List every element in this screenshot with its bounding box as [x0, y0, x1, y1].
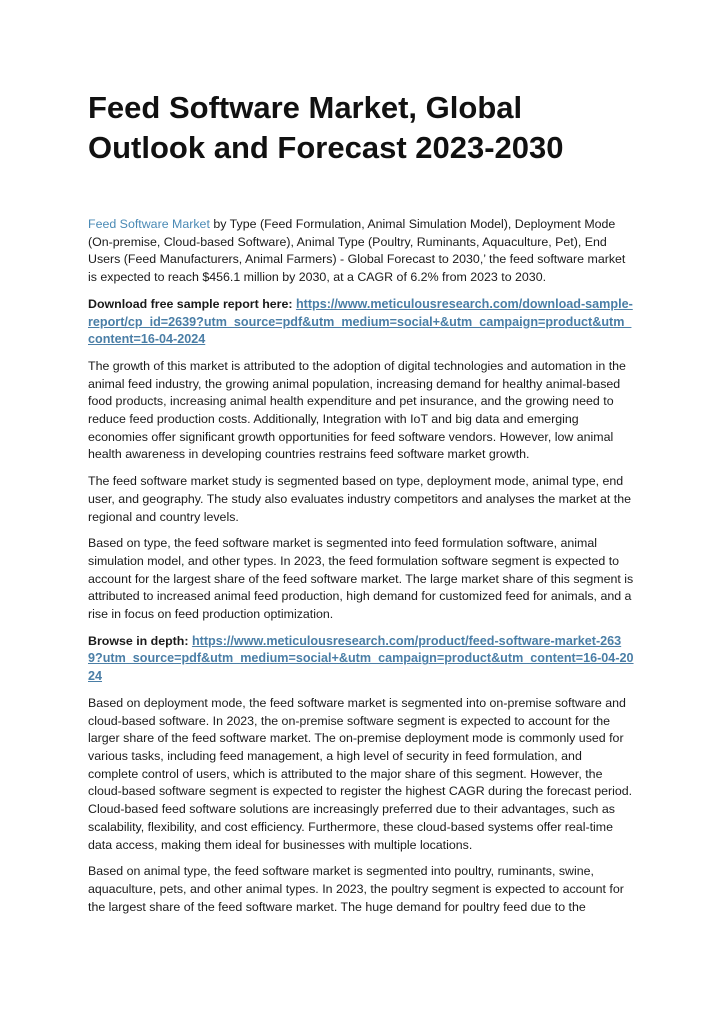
browse-in-depth-link[interactable]: https://www.meticulousresearch.com/product/feed-software-market-2639?utm_source=pdf&utm_medium=social+&utm_campaign=product&utm_content=16-04-2024 [88, 633, 634, 684]
feed-software-market-link[interactable]: Feed Software Market [88, 217, 210, 231]
type-paragraph: Based on type, the feed software market is segmented into feed formulation software, animal simulation model, and other types. In 2023, the feed formulation software segment is expected to account for the largest share of the feed software market. The large market share of this segment is attributed to increased animal feed production, high demand for customized feed for animals, and a rise in focus on feed production optimization. [88, 536, 634, 622]
growth-paragraph: The growth of this market is attributed to the adoption of digital technologies and automation in the animal feed industry, the growing animal population, increasing demand for healthy animal-based food products, increasing animal health expenditure and pet insurance, and the growing need to reduce feed production costs. Additionally, Integration with IoT and big data and emerging economies offer significant growth opportunities for feed software vendors. However, low animal health awareness in developing countries restrains feed software market growth. [88, 358, 626, 462]
download-label: Download free sample report here: [88, 296, 296, 311]
download-paragraph [88, 296, 634, 349]
segments-paragraph: The feed software market study is segmented based on type, deployment mode, animal type, end user, and geography. The study also evaluates industry competitors and analyses the market at the regional and country levels. [88, 474, 631, 524]
intro-text: by Type (Feed Formulation, Animal Simulation Model), Deployment Mode (On-premise, Cloud-based Software), Animal Type (Poultry, Ruminants, Aquaculture, Pet), End Users (Feed Manufacturers, Animal Farmers) - Global Forecast to 2030,’ the feed software market is expected to reach $456.1 million by 2030, at a CAGR of 6.2% from 2023 to 2030. [88, 217, 626, 285]
animal-type-paragraph: Based on animal type, the feed software market is segmented into poultry, ruminants, swine, aquaculture, pets, and other animal types. In 2023, the poultry segment is expected to account for the largest share of the feed software market. The huge demand for poultry feed due to the [88, 864, 624, 914]
intro-paragraph [88, 216, 634, 287]
page-title: Feed Software Market, Global Outlook and Forecast 2023-2030 [88, 90, 564, 165]
deployment-paragraph: Based on deployment mode, the feed software market is segmented into on-premise software and cloud-based software. In 2023, the on-premise software segment is expected to account for the larger share of the feed software market. The on-premise deployment mode is commonly used for various tasks, including feed management, a high level of security in feed formulation, and complete control of users, which is attributed to the major share of this segment. However, the cloud-based software segment is expected to register the highest CAGR during the forecast period. Cloud-based feed software solutions are increasingly preferred due to their advantages, such as scalability, flexibility, and cost efficiency. Furthermore, these cloud-based systems offer real-time data access, making them ideal for businesses with multiple locations. [88, 695, 633, 852]
browse-label: Browse in depth: [88, 633, 192, 648]
download-sample-link[interactable]: https://www.meticulousresearch.com/download-sample-report/cp_id=2639?utm_source=pdf&utm_medium=social+&utm_campaign=product&utm_content=16-04-2024 [88, 296, 633, 347]
browse-paragraph [88, 633, 634, 686]
